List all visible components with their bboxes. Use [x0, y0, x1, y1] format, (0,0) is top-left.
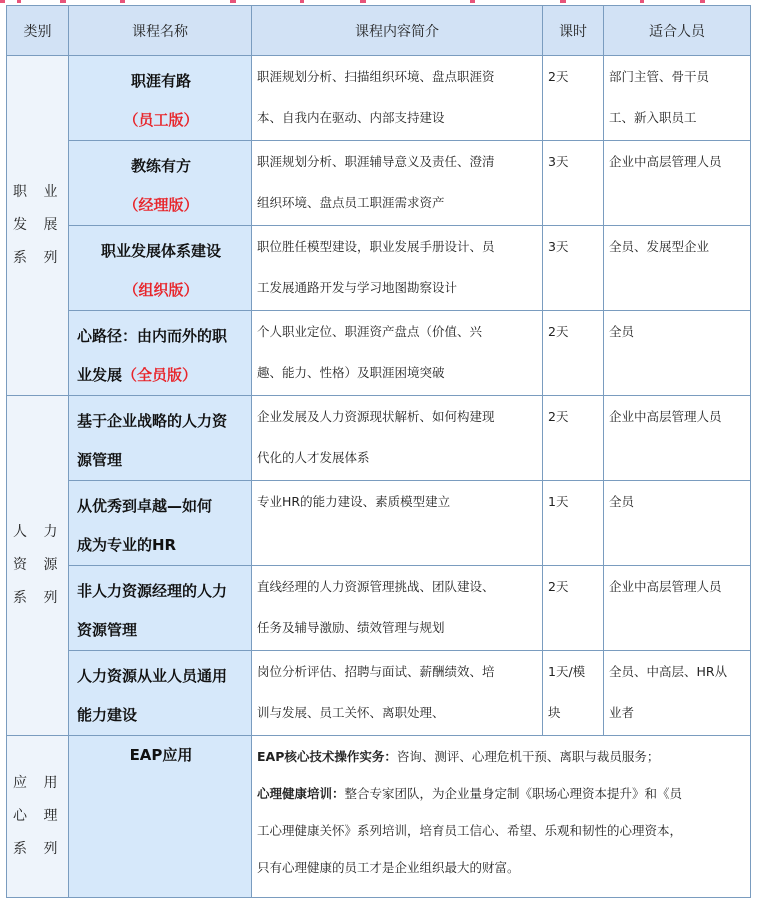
course-audience	[604, 566, 751, 651]
desc-line: 个人职业定位、职涯资产盘点（价值、兴	[257, 324, 483, 339]
course-hours	[543, 651, 604, 736]
course-audience	[604, 226, 751, 311]
header-course-content: 课程内容简介	[252, 6, 543, 56]
eap-text: 整合专家团队，为企业量身定制《职场心理资本提升》和《员	[344, 786, 683, 801]
header-hours: 课时	[543, 6, 604, 56]
hours-line: 1天	[548, 494, 569, 509]
audience-line: 企业中高层管理人员	[609, 409, 722, 424]
hours-line: 1天/模	[548, 664, 586, 679]
desc-line: 任务及辅导激励、绩效管理与规划	[257, 620, 445, 635]
desc-line: 代化的人才发展体系	[257, 450, 370, 465]
header-category: 类别	[7, 6, 69, 56]
course-name	[69, 311, 252, 396]
course-audience	[604, 481, 751, 566]
course-table	[6, 5, 751, 898]
course-description-eap	[252, 736, 751, 898]
desc-line: 专业HR的能力建设、素质模型建立	[257, 494, 451, 509]
course-name	[69, 141, 252, 226]
top-decoration	[0, 0, 764, 4]
course-audience	[604, 56, 751, 141]
category-applied-psychology	[7, 736, 69, 898]
audience-line: 企业中高层管理人员	[609, 154, 722, 169]
course-title: 成为专业的HR	[77, 536, 177, 554]
course-audience	[604, 651, 751, 736]
table-row	[7, 566, 751, 651]
course-audience	[604, 311, 751, 396]
course-hours	[543, 311, 604, 396]
course-hours	[543, 566, 604, 651]
category-line: 职 业	[13, 184, 64, 200]
audience-line: 工、新入职员工	[609, 110, 697, 125]
course-title: 心路径：由内而外的职	[77, 327, 228, 345]
course-name	[69, 566, 252, 651]
desc-line: 职涯规划分析、职涯辅导意义及责任、澄清	[257, 154, 495, 169]
table-row	[7, 56, 751, 141]
table-row	[7, 226, 751, 311]
course-title: 从优秀到卓越—如何	[77, 497, 213, 515]
audience-line: 业者	[609, 705, 635, 720]
hours-line: 2天	[548, 324, 569, 339]
desc-line: 岗位分析评估、招聘与面试、薪酬绩效、培	[257, 664, 495, 679]
category-line: 发 展	[13, 217, 64, 233]
course-title: 职业发展体系建设	[100, 242, 221, 260]
course-hours	[543, 396, 604, 481]
course-description	[252, 396, 543, 481]
course-edition: （组织版）	[123, 281, 199, 299]
category-line: 系 列	[13, 250, 64, 266]
hours-line: 块	[548, 705, 561, 720]
category-human-resources	[7, 396, 69, 736]
course-description	[252, 141, 543, 226]
course-audience	[604, 141, 751, 226]
desc-line: 职涯规划分析、扫描组织环境、盘点职涯资	[257, 69, 495, 84]
course-edition: （全员版）	[122, 366, 198, 384]
audience-line: 部门主管、骨干员	[609, 69, 710, 84]
category-line: 人 力	[13, 524, 64, 540]
course-edition: （经理版）	[123, 196, 199, 214]
table-row	[7, 736, 751, 898]
hours-line: 2天	[548, 69, 569, 84]
eap-label: EAP核心技术操作实务：	[257, 749, 397, 764]
course-title: 基于企业战略的人力资	[77, 412, 228, 430]
course-description	[252, 311, 543, 396]
category-line: 心 理	[13, 808, 64, 824]
header-row	[7, 6, 751, 56]
category-career-development	[7, 56, 69, 396]
course-hours	[543, 481, 604, 566]
audience-line: 企业中高层管理人员	[609, 579, 722, 594]
course-name	[69, 226, 252, 311]
desc-line: 直线经理的人力资源管理挑战、团队建设、	[257, 579, 495, 594]
desc-line: 趣、能力、性格）及职涯困境突破	[257, 365, 445, 380]
eap-line: 只有心理健康的员工才是企业组织最大的财富。	[257, 860, 520, 875]
category-line: 系 列	[13, 841, 64, 857]
course-edition: （员工版）	[123, 111, 199, 129]
course-title: 教练有方	[130, 157, 191, 175]
course-title: 源管理	[77, 451, 123, 469]
course-description	[252, 56, 543, 141]
header-audience: 适合人员	[604, 6, 751, 56]
course-title: 能力建设	[77, 706, 138, 724]
header-course-name: 课程名称	[69, 6, 252, 56]
course-name	[69, 736, 252, 898]
eap-text: 咨询、测评、心理危机干预、离职与裁员服务；	[396, 749, 660, 764]
course-description	[252, 481, 543, 566]
course-title: 业发展	[77, 366, 123, 384]
audience-line: 全员、中高层、HR从	[609, 664, 728, 679]
course-name	[69, 481, 252, 566]
category-line: 资 源	[13, 557, 64, 573]
eap-line: 工心理健康关怀》系列培训，培育员工信心、希望、乐观和韧性的心理资本，	[257, 823, 683, 838]
course-name	[69, 396, 252, 481]
audience-line: 全员	[609, 494, 635, 509]
course-title: 职涯有路	[130, 72, 191, 90]
category-line: 系 列	[13, 590, 64, 606]
eap-label: 心理健康培训：	[257, 786, 345, 801]
course-name	[69, 651, 252, 736]
course-description	[252, 226, 543, 311]
course-audience	[604, 396, 751, 481]
audience-line: 全员、发展型企业	[609, 239, 710, 254]
course-hours	[543, 56, 604, 141]
hours-line: 2天	[548, 579, 569, 594]
hours-line: 2天	[548, 409, 569, 424]
table-row	[7, 651, 751, 736]
hours-line: 3天	[548, 154, 569, 169]
course-title: 非人力资源经理的人力	[77, 582, 228, 600]
course-hours	[543, 141, 604, 226]
audience-line: 全员	[609, 324, 635, 339]
category-line: 应 用	[13, 775, 64, 791]
table-row	[7, 141, 751, 226]
course-description	[252, 651, 543, 736]
desc-line: 训与发展、员工关怀、离职处理、	[257, 705, 445, 720]
desc-line: 本、自我内在驱动、内部支持建设	[257, 110, 445, 125]
course-title: EAP应用	[129, 746, 193, 764]
desc-line: 组织环境、盘点员工职涯需求资产	[257, 195, 445, 210]
table-row	[7, 311, 751, 396]
course-title: 人力资源从业人员通用	[77, 667, 228, 685]
hours-line: 3天	[548, 239, 569, 254]
course-name	[69, 56, 252, 141]
course-description	[252, 566, 543, 651]
table-row	[7, 396, 751, 481]
desc-line: 工发展通路开发与学习地图勘察设计	[257, 280, 458, 295]
desc-line: 职位胜任模型建设，职业发展手册设计、员	[257, 239, 495, 254]
course-title: 资源管理	[77, 621, 138, 639]
table-row	[7, 481, 751, 566]
course-hours	[543, 226, 604, 311]
desc-line: 企业发展及人力资源现状解析、如何构建现	[257, 409, 495, 424]
